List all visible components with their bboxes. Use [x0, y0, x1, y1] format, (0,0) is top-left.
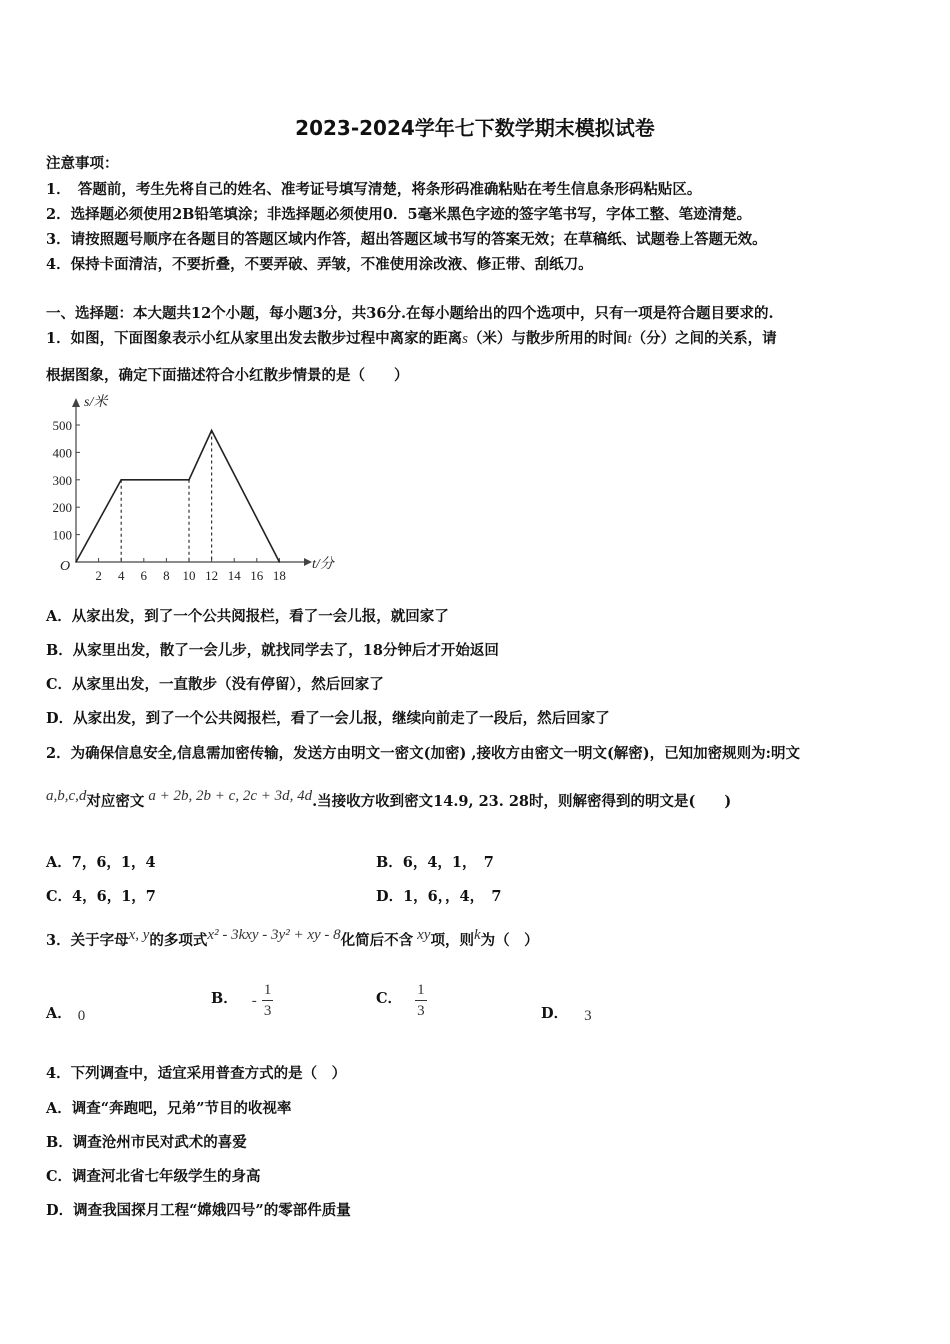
q1-text-c: （分）之间的关系，请 — [631, 330, 777, 347]
x-tick-label-14: 14 — [227, 568, 241, 583]
x-tick-label-4: 4 — [117, 568, 125, 583]
q3-option-d — [541, 980, 592, 1024]
q3-option-c-label: C． — [376, 990, 403, 1007]
y-tick-label-200: 200 — [52, 500, 72, 516]
q3-polynomial: x² - 3kxy - 3y² + xy - 8 — [207, 927, 341, 943]
q1-var-s: s — [462, 331, 468, 347]
q3-option-c-fraction — [415, 980, 427, 1021]
y-tick-label-300: 300 — [52, 472, 72, 488]
q2-option-c: C．4，6，1，7 — [46, 888, 156, 905]
y-tick-label-400: 400 — [52, 445, 72, 461]
q3-option-b-fraction — [262, 980, 274, 1021]
y-axis-label: s/米 — [84, 395, 108, 410]
q3-option-c-denominator: 3 — [417, 1003, 425, 1019]
q1-stem-line2: 根据图象，确定下面描述符合小红散步情景的是（ ） — [46, 367, 409, 384]
q3-text-mid2: 化简后不含 — [340, 932, 414, 949]
data-point-2 — [188, 479, 190, 481]
x-axis-label: t/分 — [312, 557, 334, 572]
q2-option-a: A．7，6，1，4 — [46, 854, 156, 871]
data-point-3 — [211, 430, 213, 432]
q3-option-a-value: 0 — [77, 1008, 86, 1024]
y-axis-arrow — [72, 398, 80, 407]
q3-option-a — [46, 980, 86, 1024]
q3-text-mid3: 项，则 — [430, 932, 474, 949]
q3-term: xy — [417, 927, 431, 943]
distance-time-chart — [40, 392, 340, 592]
q3-option-b — [211, 980, 273, 1021]
q3-stem — [46, 929, 539, 950]
q2-stem-line2 — [46, 790, 731, 811]
q2-option-b: B．6，4，1， 7 — [376, 854, 494, 871]
y-tick-label-100: 100 — [52, 527, 72, 543]
q4-stem: 4．下列调查中，适宜采用普查方式的是（ ） — [46, 1065, 347, 1082]
q3-option-b-label: B． — [211, 990, 238, 1007]
data-point-0 — [75, 561, 77, 563]
q2-ciphertext: a + 2b, 2b + c, 2c + 3d, 4d — [148, 788, 313, 804]
q1-text-b: （米）与散步所用的时间 — [467, 330, 628, 347]
q3-option-d-value: 3 — [584, 1008, 592, 1024]
q4-option-b: B．调查沧州市民对武术的喜爱 — [46, 1134, 247, 1151]
q3-text-pre: 3．关于字母 — [46, 932, 129, 949]
q3-var-k: k — [473, 927, 481, 943]
q4-option-d: D．调查我国探月工程“嫦娥四号”的零部件质量 — [46, 1202, 351, 1219]
q2-plaintext: a,b,c,d — [46, 788, 87, 804]
origin-label: O — [60, 559, 71, 574]
x-tick-label-16: 16 — [250, 568, 264, 583]
q1-option-a: A．从家出发，到了一个公共阅报栏，看了一会儿报，就回家了 — [46, 608, 449, 625]
q1-text-a: 1．如图，下面图象表示小红从家里出发去散步过程中离家的距离 — [46, 330, 463, 347]
data-point-1 — [120, 479, 122, 481]
q1-stem-line1 — [46, 327, 777, 348]
q3-text-mid1: 的多项式 — [149, 932, 208, 949]
q3-option-a-label: A． — [46, 1005, 72, 1022]
x-axis-arrow — [304, 558, 312, 566]
q3-option-b-sign: - — [251, 993, 257, 1009]
notice-item-2: 2．选择题必须使用2B铅笔填涂；非选择题必须使用0．5毫米黑色字迹的签字笔书写，字体工整、笔迹清楚。 — [46, 206, 752, 223]
x-tick-label-8: 8 — [163, 568, 170, 583]
notice-heading: 注意事项： — [46, 155, 119, 172]
q2-text-tail: .当接收方收到密文14.9, 23. 28时，则解密得到的明文是( ) — [312, 793, 732, 810]
x-tick-label-6: 6 — [140, 568, 148, 583]
q3-text-tail: 为（ ） — [480, 932, 539, 949]
q1-option-d: D．从家出发，到了一个公共阅报栏，看了一会儿报，继续向前走了一段后，然后回家了 — [46, 710, 610, 727]
page-title: 2023-2024学年七下数学期末模拟试卷 — [295, 116, 655, 140]
y-tick-label-500: 500 — [52, 418, 72, 433]
q1-option-c: C．从家里出发，一直散步（没有停留），然后回家了 — [46, 676, 384, 693]
q4-option-c: C．调查河北省七年级学生的身高 — [46, 1168, 261, 1185]
notice-item-1: 1． 答题前，考生先将自己的姓名、准考证号填写清楚，将条形码准确粘贴在考生信息条形码粘贴区。 — [46, 181, 702, 198]
q1-option-b: B．从家里出发，散了一会儿步，就找同学去了，18分钟后才开始返回 — [46, 642, 499, 659]
q1-var-t: t — [627, 331, 632, 347]
notice-item-3: 3．请按照题号顺序在各题目的答题区域内作答，超出答题区域书写的答案无效；在草稿纸、试题卷上答题无效。 — [46, 231, 767, 248]
q2-text-mid: 对应密文 — [86, 793, 145, 810]
q4-option-a: A．调查“奔跑吧，兄弟”节目的收视率 — [46, 1100, 292, 1117]
distance-line — [76, 430, 279, 562]
q3-option-d-label: D． — [541, 1005, 569, 1022]
data-point-4 — [279, 561, 281, 563]
q2-stem-line1: 2．为确保信息安全,信息需加密传输，发送方由明文一密文(加密) ,接收方由密文一明文(解密)，已知加密规则为:明文 — [46, 745, 801, 762]
q3-option-c — [376, 980, 427, 1021]
q3-option-b-denominator: 3 — [263, 1003, 272, 1019]
x-tick-label-2: 2 — [95, 568, 102, 583]
x-tick-label-10: 10 — [182, 568, 196, 583]
section-heading: 一、选择题：本大题共12个小题，每小题3分，共36分.在每小题给出的四个选项中，只有一项是符合题目要求的. — [46, 305, 774, 322]
q3-option-c-numerator: 1 — [415, 980, 427, 1001]
q2-option-d: D．1，6，，4， 7 — [376, 888, 502, 905]
notice-item-4: 4．保持卡面清洁，不要折叠，不要弄破、弄皱，不准使用涂改液、修正带、刮纸刀。 — [46, 256, 593, 273]
x-tick-label-12: 12 — [205, 568, 219, 583]
x-tick-label-18: 18 — [272, 568, 286, 583]
q3-option-b-numerator: 1 — [262, 980, 274, 1001]
q3-vars: x, y — [128, 927, 150, 943]
